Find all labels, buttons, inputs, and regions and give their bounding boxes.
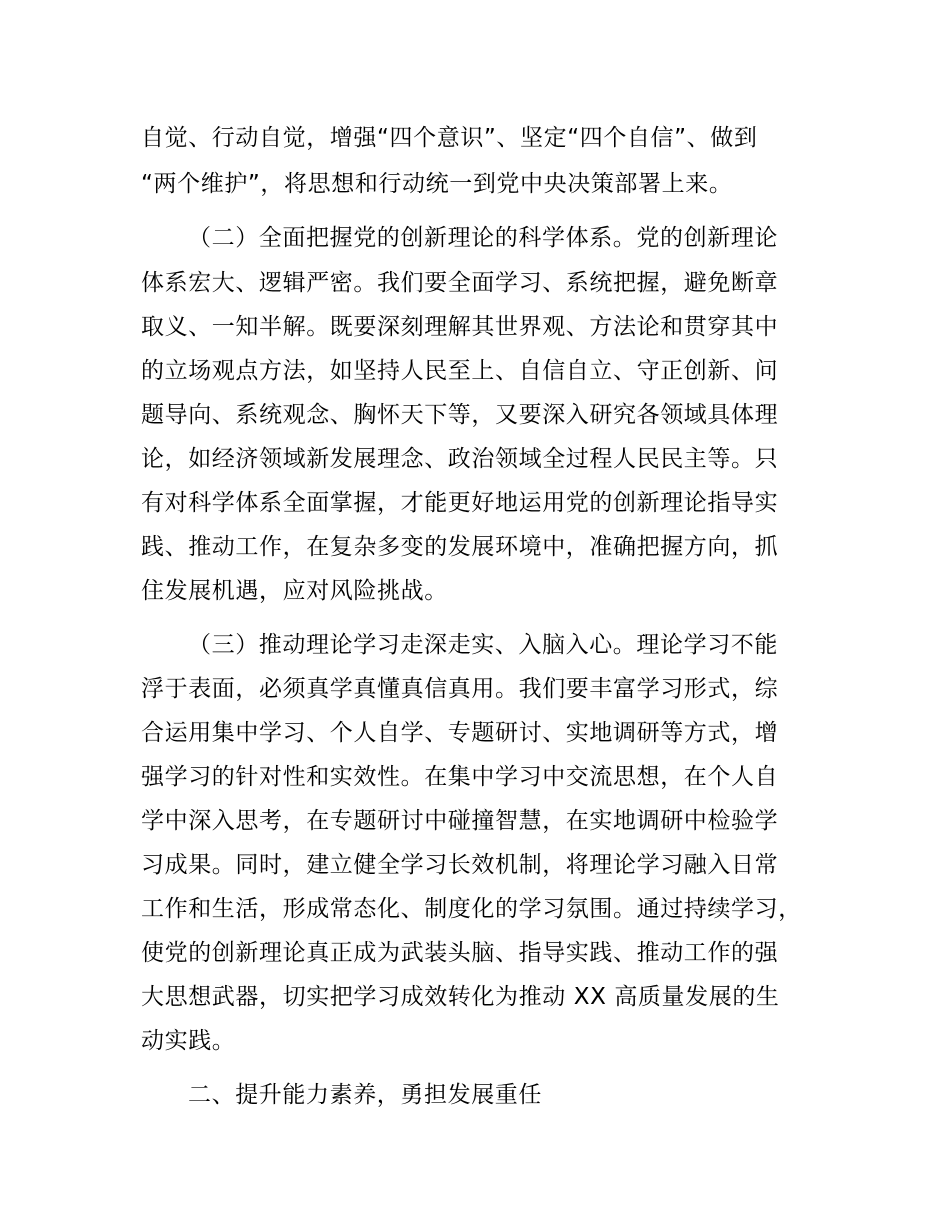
text-line: 强学习的针对性和实效性。在集中学习中交流思想，在个人自: [141, 764, 779, 790]
text-line: 取义、一知半解。既要深刻理解其世界观、方法论和贯穿其中: [141, 314, 779, 340]
text-line: 体系宏大、逻辑严密。我们要全面学习、系统把握，避免断章: [141, 270, 779, 296]
text-line: 有对科学体系全面掌握，才能更好地运用党的创新理论指导实: [141, 490, 779, 516]
text-line: 题导向、系统观念、胸怀天下等，又要深入研究各领域具体理: [141, 402, 779, 428]
text-line: 学中深入思考，在专题研讨中碰撞智慧，在实地调研中检验学: [141, 808, 779, 834]
paragraph-heading-line: （三）推动理论学习走深走实、入脑入心。理论学习不能: [188, 632, 778, 658]
text-line: “两个维护”，将思想和行动统一到党中央决策部署上来。: [141, 171, 733, 197]
text-line: 大思想武器，切实把学习成效转化为推动 XX 高质量发展的生: [141, 984, 780, 1010]
text-line: 工作和生活，形成常态化、制度化的学习氛围。通过持续学习，: [141, 896, 802, 922]
text-line: 住发展机遇，应对风险挑战。: [141, 578, 448, 604]
text-line: 的立场观点方法，如坚持人民至上、自信自立、守正创新、问: [141, 358, 779, 384]
text-line: 践、推动工作，在复杂多变的发展环境中，准确把握方向，抓: [141, 534, 779, 560]
text-line: 习成果。同时，建立健全学习长效机制，将理论学习融入日常: [141, 852, 779, 878]
text-line: 论，如经济领域新发展理念、政治领域全过程人民民主等。只: [141, 446, 779, 472]
text-line: 浮于表面，必须真学真懂真信真用。我们要丰富学习形式，综: [141, 676, 779, 702]
section-heading: 二、提升能力素养，勇担发展重任: [188, 1082, 542, 1108]
text-line: 动实践。: [141, 1028, 236, 1054]
paragraph-heading-line: （二）全面把握党的创新理论的科学体系。党的创新理论: [188, 225, 778, 251]
text-line: 合运用集中学习、个人自学、专题研讨、实地调研等方式，增: [141, 720, 779, 746]
text-line: 自觉、行动自觉，增强“四个意识”、坚定“四个自信”、做到: [141, 125, 758, 151]
text-line: 使党的创新理论真正成为武装头脑、指导实践、推动工作的强: [141, 940, 779, 966]
